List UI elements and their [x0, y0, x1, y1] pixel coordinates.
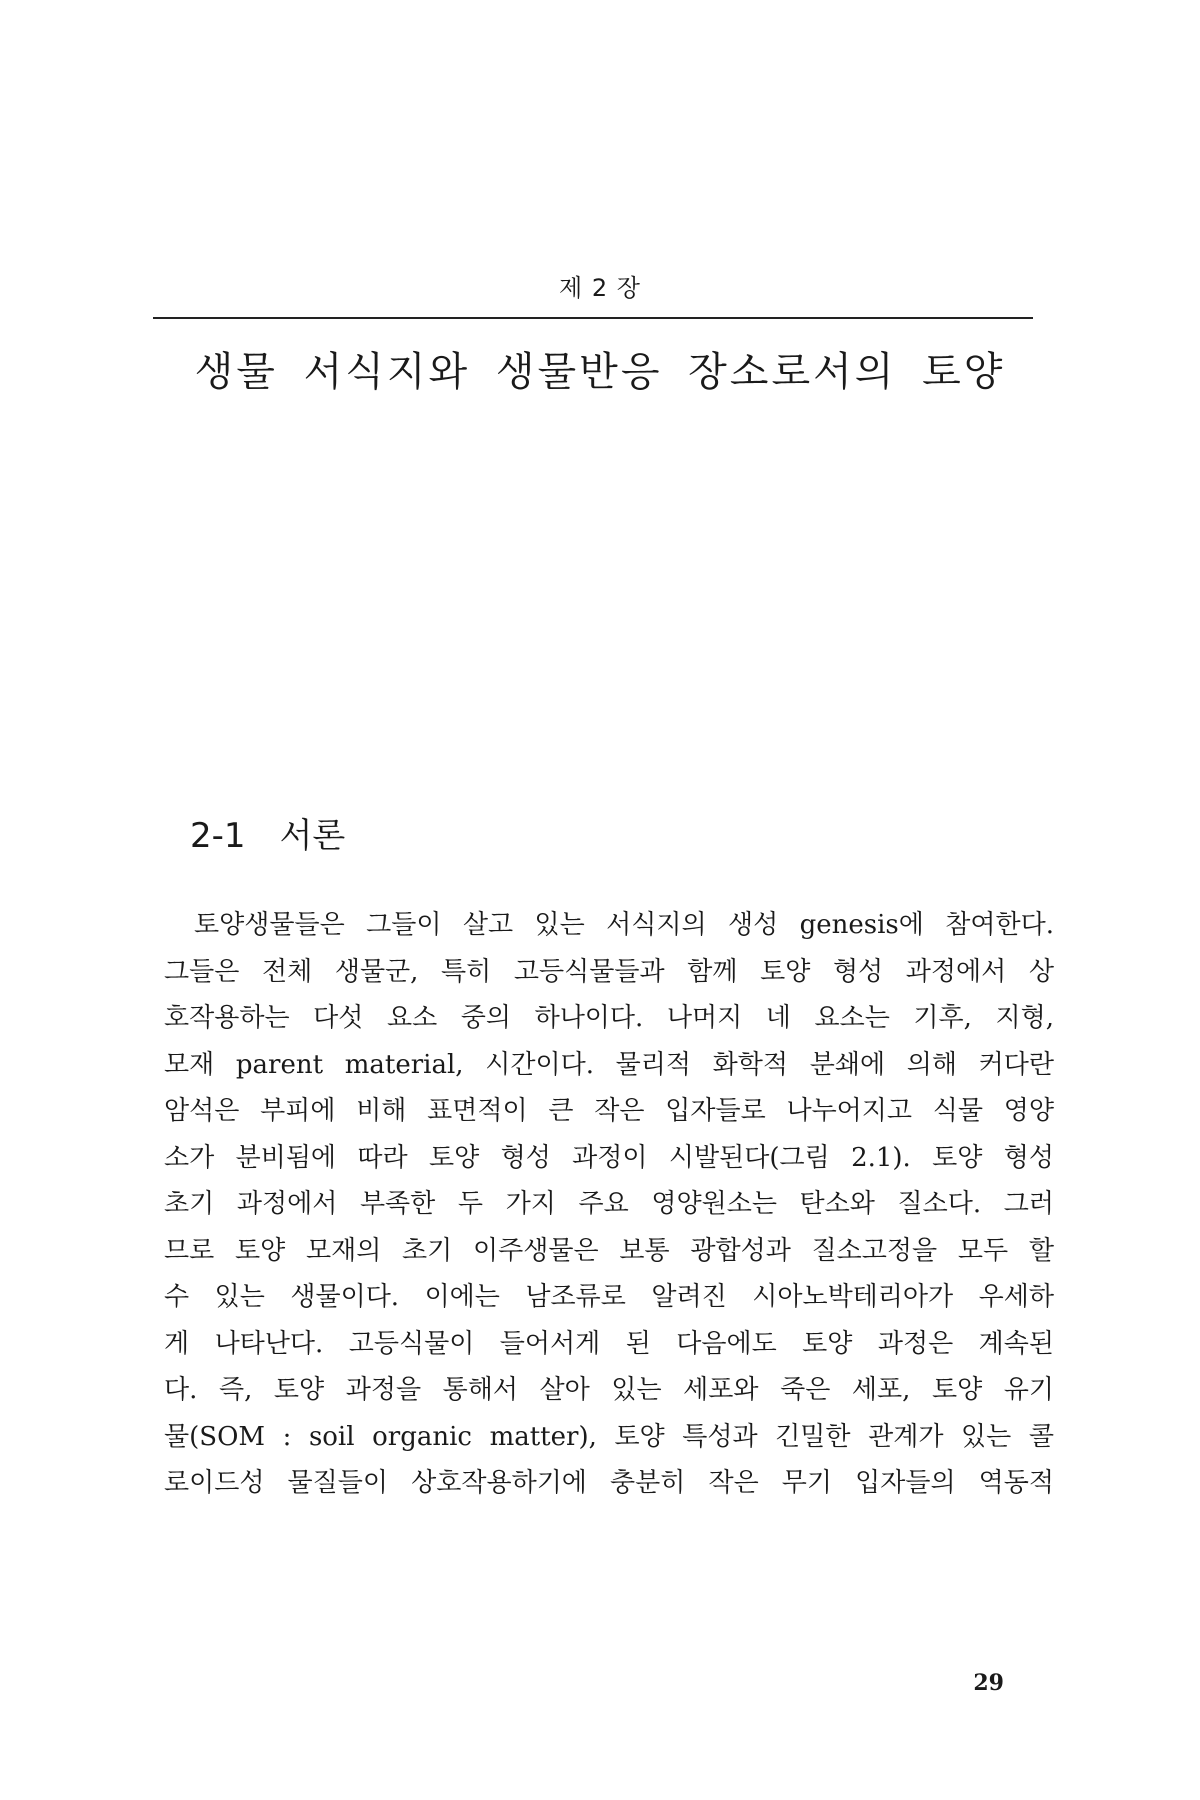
paragraph-line: 호작용하는 다섯 요소 중의 하나이다. 나머지 네 요소는 기후, 지형,: [164, 1003, 1054, 1033]
chapter-divider: [153, 317, 1033, 319]
paragraph-line: 모재 parent material, 시간이다. 물리적 화학적 분쇄에 의해 커다란: [164, 1049, 1054, 1080]
page-number: 29: [973, 1670, 1004, 1696]
section-heading: [190, 808, 345, 857]
paragraph-line: 토양생물들은 그들이 살고 있는 서식지의 생성 genesis에 참여한다.: [194, 910, 1054, 940]
paragraph-line: 초기 과정에서 부족한 두 가지 주요 영양원소는 탄소와 질소다. 그러: [164, 1189, 1054, 1219]
paragraph-line: 물(SOM : soil organic matter), 토양 특성과 긴밀한 관계가 있는 콜: [164, 1421, 1054, 1452]
section-number: 2-1: [190, 816, 246, 856]
paragraph-line: 수 있는 생물이다. 이에는 남조류로 알려진 시아노박테리아가 우세하: [164, 1282, 1054, 1312]
paragraph-line: 소가 분비됨에 따라 토양 형성 과정이 시발된다(그림 2.1). 토양 형성: [164, 1142, 1054, 1173]
paragraph-line: 다. 즉, 토양 과정을 통해서 살아 있는 세포와 죽은 세포, 토양 유기: [164, 1375, 1054, 1405]
paragraph-line: 게 나타난다. 고등식물이 들어서게 된 다음에도 토양 과정은 계속된: [164, 1328, 1054, 1359]
paragraph-line: 로이드성 물질들이 상호작용하기에 충분히 작은 무기 입자들의 역동적: [164, 1468, 1054, 1498]
body-paragraph: [164, 902, 1054, 1507]
section-title: 서론: [279, 816, 346, 856]
chapter-title: 생물 서식지와 생물반응 장소로서의 토양: [194, 349, 1006, 395]
paragraph-line: 암석은 부피에 비해 표면적이 큰 작은 입자들로 나누어지고 식물 영양: [164, 1096, 1054, 1126]
paragraph-line: 므로 토양 모재의 초기 이주생물은 보통 광합성과 질소고정을 모두 할: [164, 1235, 1054, 1266]
chapter-label: 제 2 장: [559, 274, 641, 302]
paragraph-line: 그들은 전체 생물군, 특히 고등식물들과 함께 토양 형성 과정에서 상: [164, 956, 1054, 987]
